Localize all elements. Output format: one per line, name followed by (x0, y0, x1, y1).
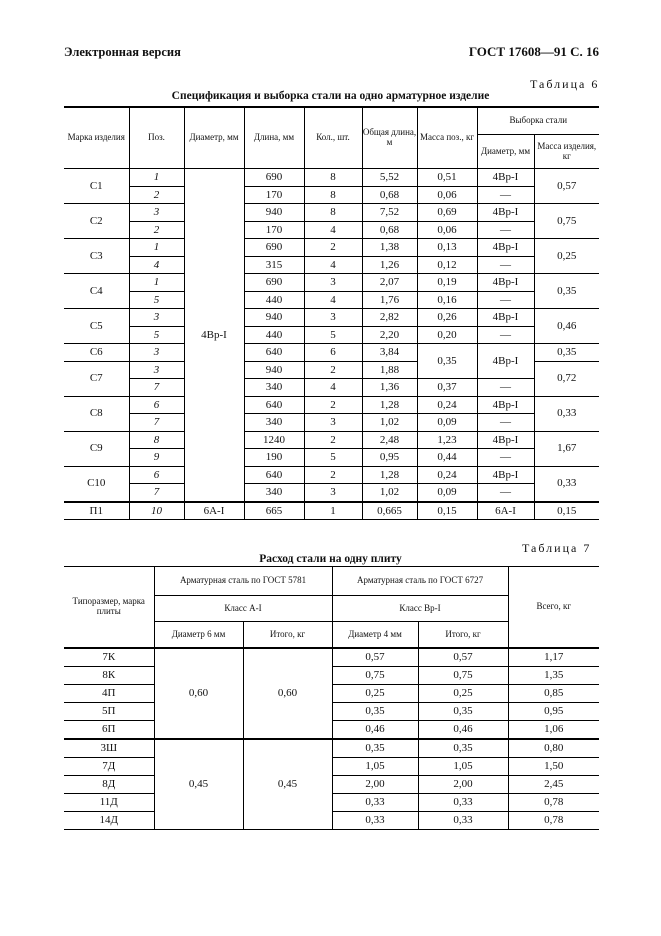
group2-d6: 0,45 (154, 739, 243, 830)
th-sel-mass: Масса изделия, кг (534, 135, 599, 169)
th-d6: Диаметр 6 мм (154, 622, 243, 649)
table7-label: Таблица 7 (522, 541, 592, 555)
table6-specification (64, 106, 599, 520)
th-length: Длина, мм (244, 107, 304, 169)
table-row: 7К 0,60 0,60 0,57 0,57 1,17 (64, 648, 599, 667)
th-gost6727: Арматурная сталь по ГОСТ 6727 (332, 567, 508, 596)
th-qty: Кол., шт. (304, 107, 362, 169)
th-mass-pos: Масса поз., кг (417, 107, 477, 169)
table-row: 14Д 0,33 0,33 0,78 (64, 812, 599, 830)
table-row: 2 170 8 0,68 0,06 — (64, 186, 599, 204)
table-row: С4 1 690 3 2,07 0,19 4Вр-I 0,35 (64, 274, 599, 292)
table-row: 11Д 0,33 0,33 0,78 (64, 794, 599, 812)
th-mark: Марка изделия (64, 107, 129, 169)
table6-label: Таблица 6 (530, 77, 600, 91)
th-gost5781: Арматурная сталь по ГОСТ 5781 (154, 567, 332, 596)
th-type: Типоразмер, марка плиты (64, 567, 154, 649)
table-row: 3Ш 0,45 0,45 0,35 0,35 0,80 (64, 739, 599, 758)
th-sel-diameter: Диаметр, мм (477, 135, 534, 169)
group1-sum: 0,60 (243, 648, 332, 739)
table-row: С2 3 940 8 7,52 0,69 4Вр-I 0,75 (64, 204, 599, 222)
th-selection: Выборка стали (477, 107, 599, 135)
header-standard-page: ГОСТ 17608—91 С. 16 (468, 44, 599, 59)
th-sum1: Итого, кг (243, 622, 332, 649)
table-row: 2 170 4 0,68 0,06 — (64, 221, 599, 239)
table-row: 7Д 1,05 1,05 1,50 (64, 758, 599, 776)
table6-title: Спецификация и выборка стали на одно арматурное изделие (171, 90, 490, 102)
table-row: С8 6 640 2 1,28 0,24 4Вр-I 0,33 (64, 396, 599, 414)
table-row: 9 190 5 0,95 0,44 — (64, 449, 599, 467)
table-row: 8К 0,75 0,75 1,35 (64, 667, 599, 685)
th-sum2: Итого, кг (418, 622, 508, 649)
th-diameter: Диаметр, мм (184, 107, 244, 169)
table-row: С1 1 4Вр-I 690 8 5,52 0,51 4Вр-I 0,57 (64, 169, 599, 187)
header-edition: Электронная версия (64, 45, 181, 59)
table-row: 5 440 5 2,20 0,20 — (64, 326, 599, 344)
table-row: 5П 0,35 0,35 0,95 (64, 703, 599, 721)
table-row: С3 1 690 2 1,38 0,13 4Вр-I 0,25 (64, 239, 599, 257)
th-total: Всего, кг (508, 567, 599, 649)
table-row: С7 3 940 2 1,88 0,72 (64, 361, 599, 379)
table-row: 7 340 3 1,02 0,09 — (64, 484, 599, 502)
table-row: С5 3 940 3 2,82 0,26 4Вр-I 0,46 (64, 309, 599, 327)
table-row: 7 340 3 1,02 0,09 — (64, 414, 599, 432)
th-pos: Поз. (129, 107, 184, 169)
group2-sum: 0,45 (243, 739, 332, 830)
table-row: 8Д 2,00 2,00 2,45 (64, 776, 599, 794)
th-d4: Диаметр 4 мм (332, 622, 418, 649)
th-total-length: Общая длина, м (362, 107, 417, 169)
th-class-b: Класс Вр-I (332, 596, 508, 622)
table7-steel-consumption (64, 566, 599, 830)
table-row: С6 3 640 6 3,84 0,35 4Вр-I 0,35 (64, 344, 599, 362)
common-diameter: 4Вр-I (184, 169, 244, 502)
table7-title: Расход стали на одну плиту (259, 553, 402, 565)
table-row: 4 315 4 1,26 0,12 — (64, 256, 599, 274)
table-row: 5 440 4 1,76 0,16 — (64, 291, 599, 309)
group1-d6: 0,60 (154, 648, 243, 739)
th-class-a: Класс А-I (154, 596, 332, 622)
table-row: П1 10 6А-I 665 1 0,665 0,15 6А-I 0,15 (64, 502, 599, 520)
table-row: 4П 0,25 0,25 0,85 (64, 685, 599, 703)
table-row: С9 8 1240 2 2,48 1,23 4Вр-I 1,67 (64, 431, 599, 449)
table-row: С10 6 640 2 1,28 0,24 4Вр-I 0,33 (64, 466, 599, 484)
table-row: 6П 0,46 0,46 1,06 (64, 721, 599, 740)
table-row: 7 340 4 1,36 0,37 — (64, 379, 599, 397)
